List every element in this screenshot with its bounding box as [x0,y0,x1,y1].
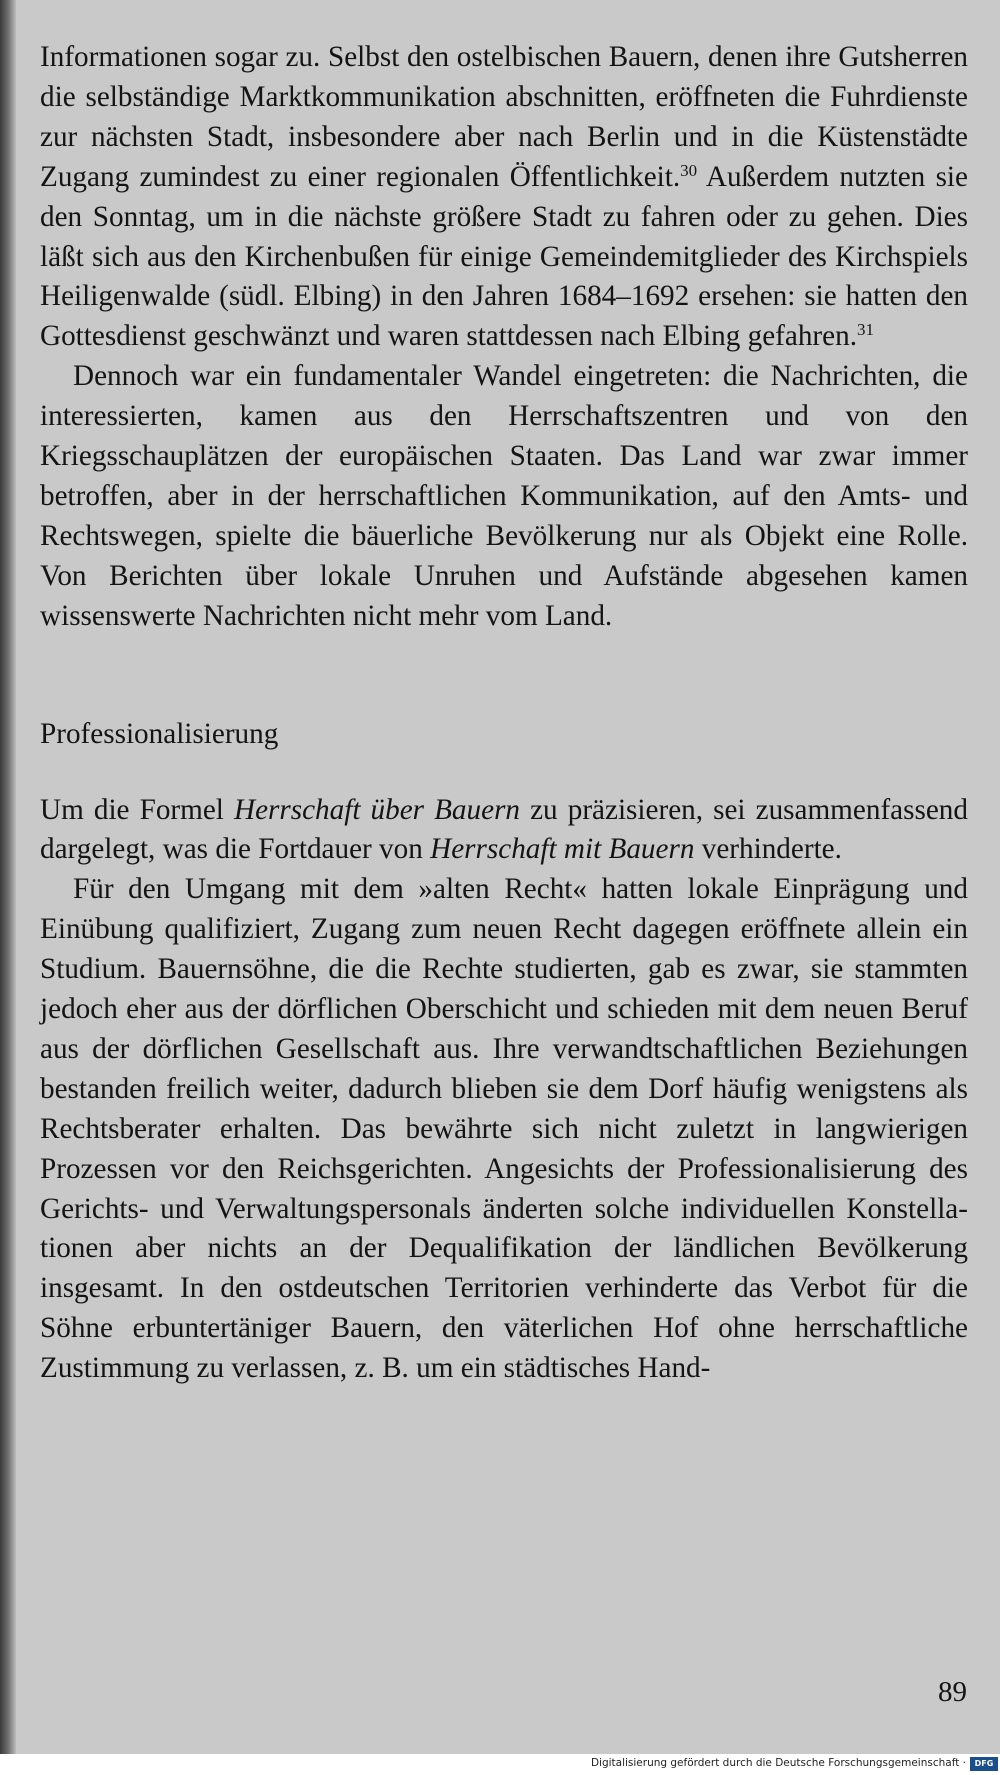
page-number: 89 [938,1676,967,1708]
digitization-footer [0,1754,1000,1775]
paragraph-1-text: Informationen sogar zu. Selbst den ostelbischen Bauern, denen ihre Gutsherren die selbständige Marktkommunikation abschnitten, eröffneten die Fuhrdienste zur nächsten Stadt, insbesondere aber nach Berlin und in die Küstenstädte Zugang zumindest zu einer regionalen Öffentlichkeit. [40,41,968,193]
book-spine-shadow [0,0,16,1775]
dfg-logo: DFG [970,1757,998,1771]
paragraph-3-text-c: verhinderte. [694,833,842,866]
section-heading: Professionalisierung [40,717,279,750]
footnote-ref-31: 31 [857,320,874,340]
paragraph-4: Für den Umgang mit dem »alten Recht« hatten lokale Einprägung und Einübung qualifiziert, Zugang zum neuen Recht dagegen eröffnete allein ein Studium. Bauernsöhne, die die Rechte studierten, gab es zwar, sie stammten jedoch eher aus der dörflichen Oberschicht und schieden mit dem neuen Beruf aus der dörflichen Gesellschaft aus. Ihre verwandtschaftlichen Beziehungen bestanden freilich weiter, dadurch blieben sie dem Dorf häufig wenigstens als Rechtsberater erhalten. Das bewährte sich nicht zuletzt in langwierigen Prozessen vor den Reichsgerichten. Angesichts der Professionalisierung des Gerichts- und Verwaltungspersonals änderten solche individuellen Konstellationen aber nichts an der Dequalifikation der ländlichen Bevölkerung insgesamt. In den ostdeutschen Territorien verhinderte das Verbot für die Söhne erbuntertäniger Bauern, den väterlichen Hof ohne herrschaftliche Zustimmung zu verlassen, z. B. um ein städtisches Hand- [40,873,968,1385]
paragraph-1 [40,38,968,357]
paragraph-3-emphasis-2: Herrschaft mit Bauern [430,833,695,866]
page-body [40,38,968,1389]
footnote-ref-30: 30 [680,160,698,180]
digitization-credit: Digitalisierung gefördert durch die Deutsche Forschungsgemeinschaft · [590,1757,966,1769]
paragraph-3 [40,791,968,871]
paragraph-1-continued: Außerdem nutzten sie den Sonntag, um in die nächste größere Stadt zu fahren oder zu gehen. Dies läßt sich aus den Kirchenbußen für einige Gemeindemitglieder des Kirchspiels Heiligenwalde (südl. Elbing) in den Jahren 1684–1692 ersehen: sie hatten den Gottesdienst geschwänzt und waren stattdessen nach Elbing gefahren. [40,160,968,353]
paragraph-3-text-b: zu präzisieren, sei zusammenfassend dargelegt, was die Fortdauer von [40,793,968,866]
paragraph-2: Dennoch war ein fundamentaler Wandel eingetreten: die Nachrichten, die interessierten, kamen aus den Herrschaftszentren und von den Kriegsschauplätzen der europäischen Staaten. Das Land war zwar immer betroffen, aber in der herrschaftlichen Kommunikation, auf den Amts- und Rechtswegen, spielte die bäuerliche Bevölkerung nur als Objekt eine Rolle. Von Berichten über lokale Unruhen und Aufstände abgesehen kamen wissenswerte Nachrichten nicht mehr vom Land. [40,360,968,632]
paragraph-3-text-a: Um die Formel [40,793,234,826]
paragraph-3-emphasis-1: Herrschaft über Bauern [233,793,521,826]
